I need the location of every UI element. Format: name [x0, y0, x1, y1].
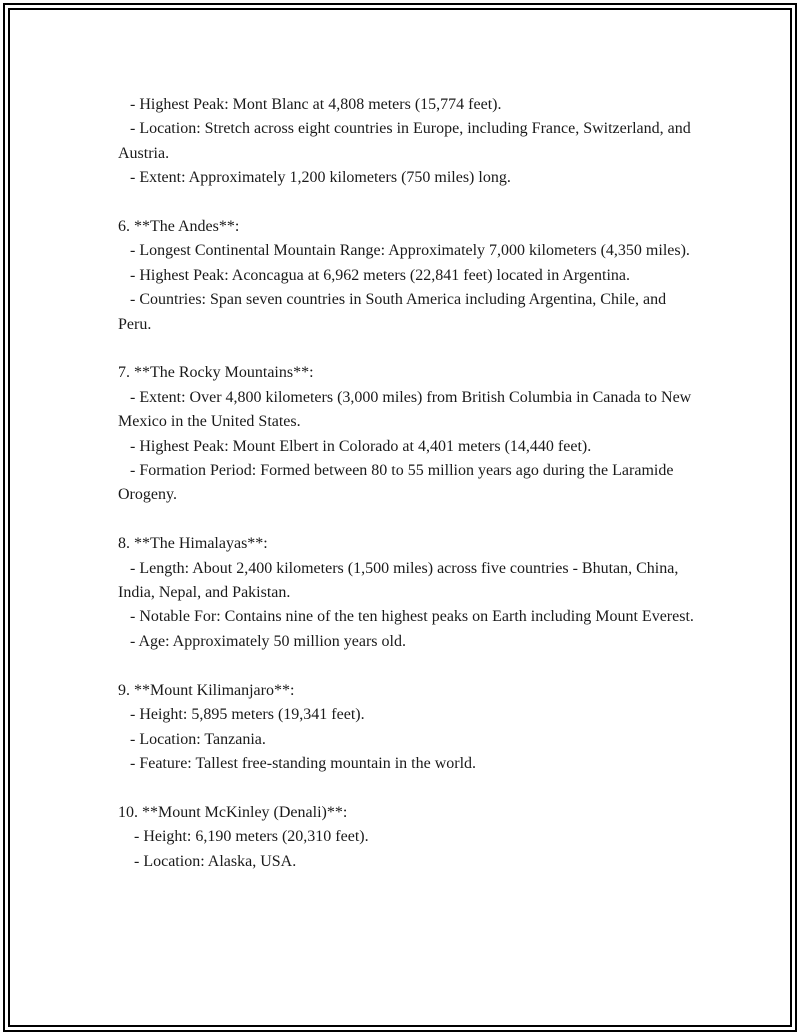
- detail-line: - Extent: Approximately 1,200 kilometers (750 miles) long.: [118, 169, 511, 187]
- section-rocky-mountains: [118, 361, 698, 507]
- detail-line: - Highest Peak: Aconcagua at 6,962 meters (22,841 feet) located in Argentina.: [118, 266, 630, 284]
- detail-line: - Longest Continental Mountain Range: Approximately 7,000 kilometers (4,350 miles).: [118, 242, 690, 260]
- detail-line: - Length: About 2,400 kilometers (1,500 miles) across five countries - Bhutan, China, India, Nepal, and Pakistan.: [118, 559, 683, 602]
- section-heading: 7. **The Rocky Mountains**:: [118, 364, 314, 382]
- detail-line: - Highest Peak: Mount Elbert in Colorado at 4,401 meters (14,440 feet).: [118, 437, 592, 455]
- detail-line: - Location: Tanzania.: [118, 730, 266, 748]
- section-andes: [118, 215, 698, 337]
- detail-line: - Extent: Over 4,800 kilometers (3,000 miles) from British Columbia in Canada to New Mexico in the United States.: [118, 388, 696, 431]
- detail-line: - Height: 5,895 meters (19,341 feet).: [118, 706, 365, 724]
- spacer: [118, 776, 698, 800]
- detail-line: - Height: 6,190 meters (20,310 feet).: [118, 828, 369, 846]
- section-denali: [118, 801, 698, 874]
- section-alps-continued: [118, 93, 698, 191]
- section-heading: 6. **The Andes**:: [118, 218, 240, 236]
- detail-line: - Notable For: Contains nine of the ten highest peaks on Earth including Mount Everest.: [118, 608, 694, 626]
- spacer: [118, 337, 698, 361]
- spacer: [118, 191, 698, 215]
- detail-line: - Formation Period: Formed between 80 to 55 million years ago during the Laramide Orogeny.: [118, 462, 678, 504]
- detail-line: - Location: Alaska, USA.: [118, 852, 297, 870]
- detail-line: - Highest Peak: Mont Blanc at 4,808 meters (15,774 feet).: [118, 96, 502, 113]
- section-heading: 9. **Mount Kilimanjaro**:: [118, 681, 295, 699]
- detail-line: - Countries: Span seven countries in South America including Argentina, Chile, and Peru.: [118, 291, 671, 333]
- section-heading: 10. **Mount McKinley (Denali)**:: [118, 803, 348, 821]
- spacer: [118, 654, 698, 678]
- section-heading: 8. **The Himalayas**:: [118, 535, 268, 553]
- spacer: [118, 508, 698, 532]
- document-body: [118, 93, 698, 874]
- detail-line: - Feature: Tallest free-standing mountain in the world.: [118, 754, 477, 772]
- section-himalayas: [118, 532, 698, 654]
- detail-line: - Age: Approximately 50 million years old.: [118, 632, 406, 650]
- section-kilimanjaro: [118, 679, 698, 777]
- detail-line: - Location: Stretch across eight countries in Europe, including France, Switzerland, and Austria.: [118, 120, 694, 162]
